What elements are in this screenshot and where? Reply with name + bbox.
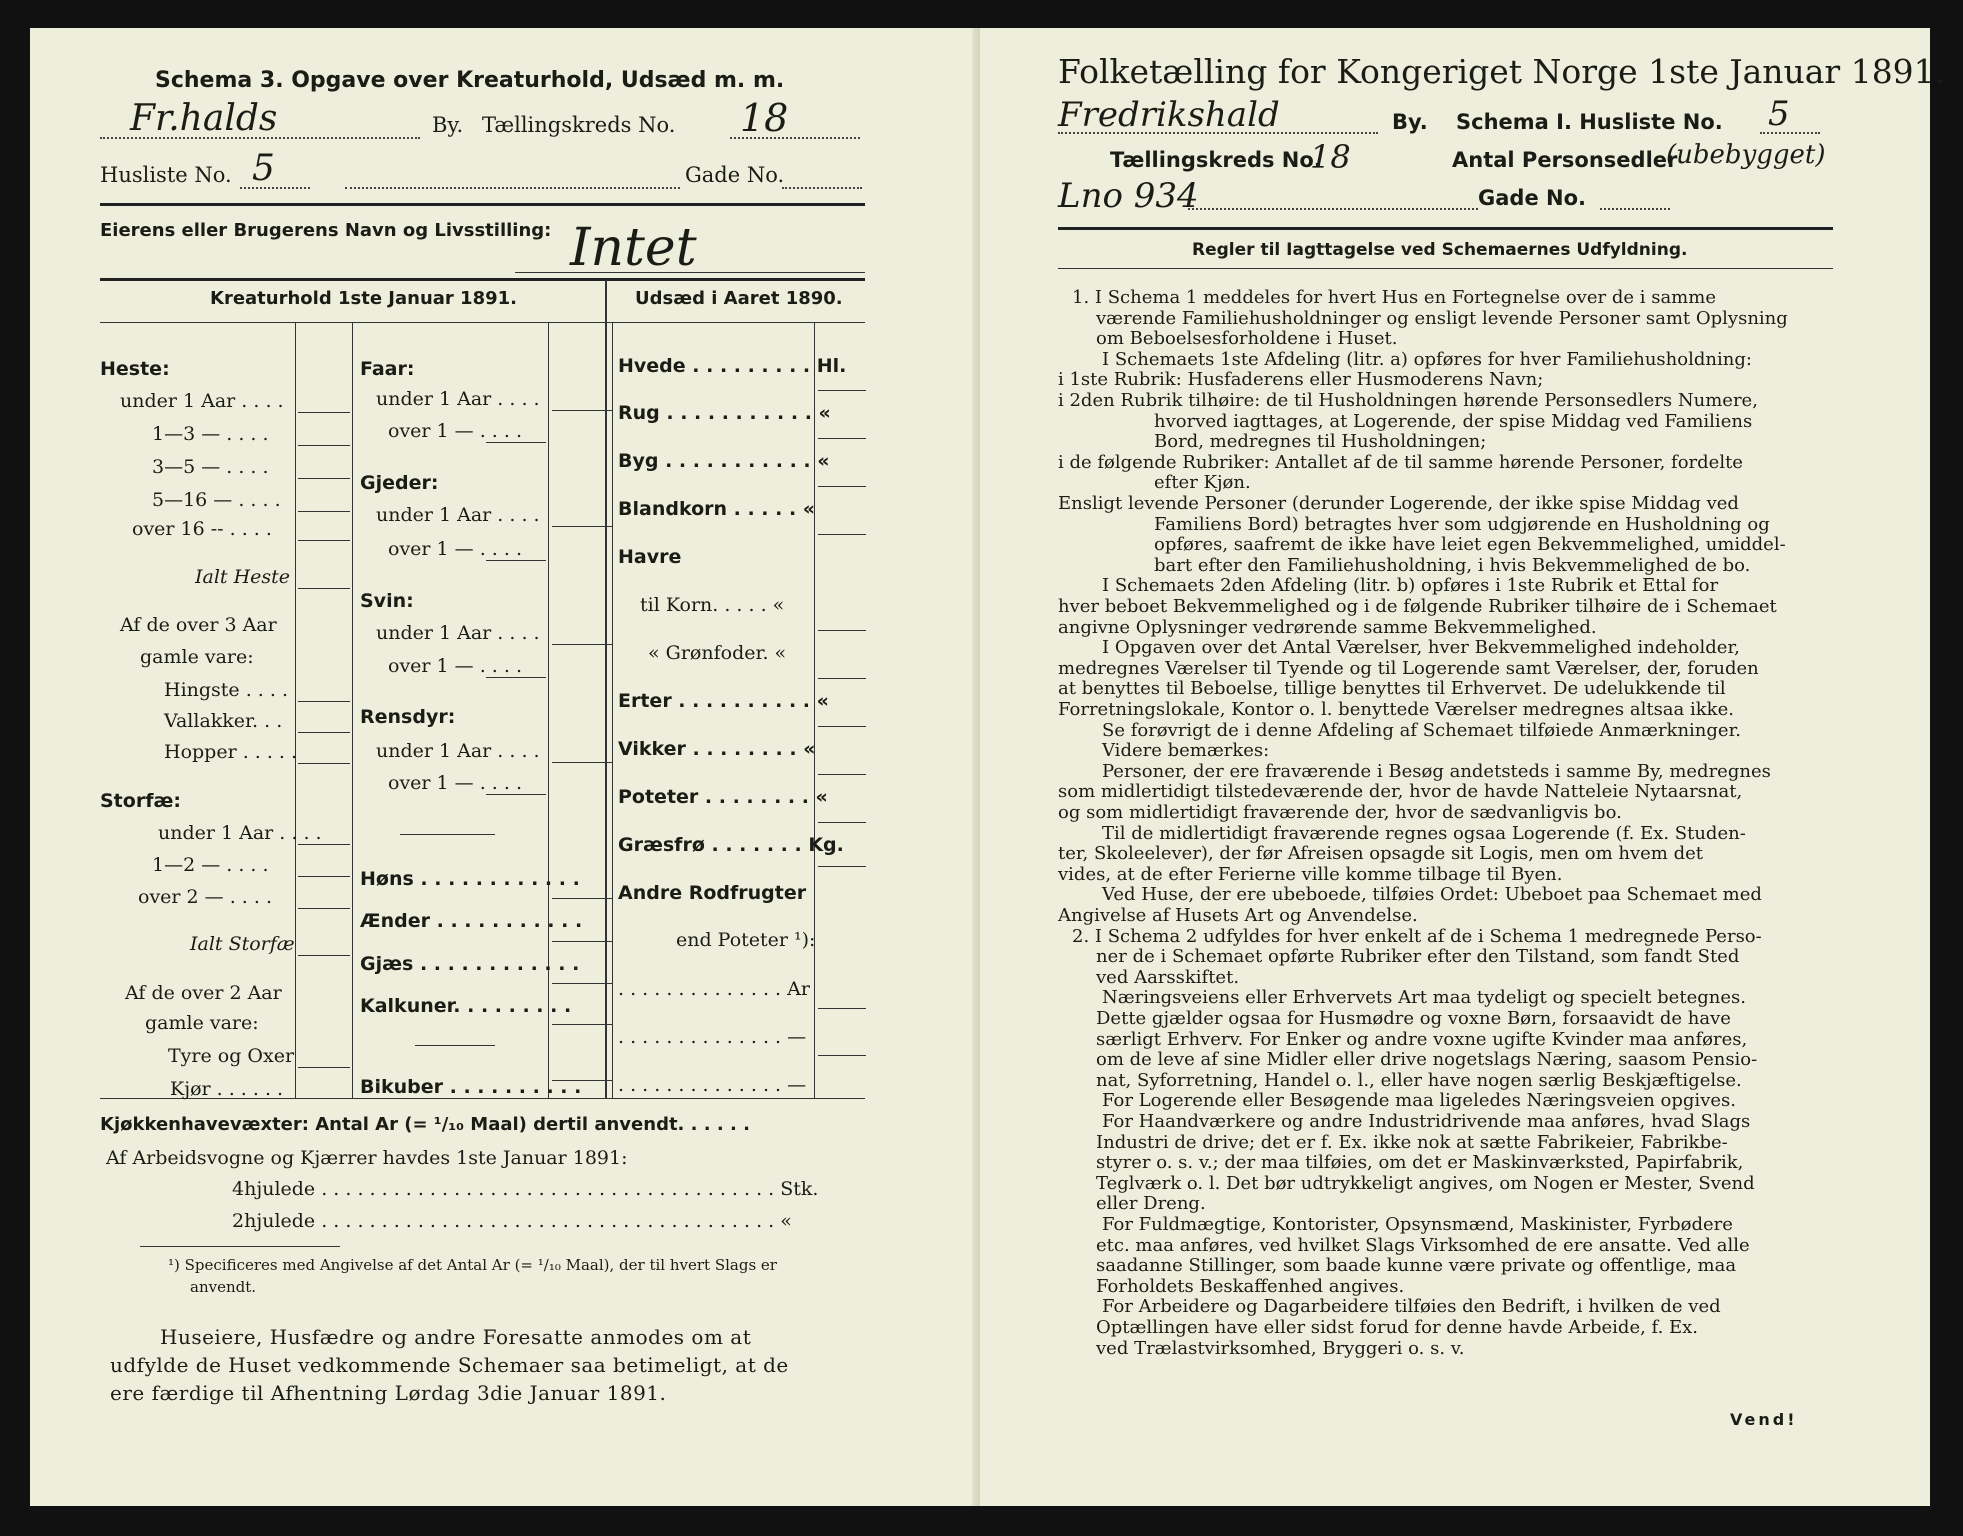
ans-line	[818, 486, 866, 487]
rule-line: vides, at de efter Ferierne ville komme tilbage til Byen.	[1058, 863, 1563, 885]
aender: Ænder . . . . . . . . . . .	[360, 910, 583, 932]
udsaed-header: Udsæd i Aaret 1890.	[635, 288, 843, 309]
rule-line: Forholdets Beskaffenhed angives.	[1096, 1275, 1405, 1297]
rule-line: saadanne Stillinger, som baade kunne være private og offentlige, maa	[1096, 1255, 1737, 1277]
col3-left-divider	[612, 323, 613, 1098]
rules-text	[1058, 288, 1833, 1418]
ans-line	[818, 822, 866, 823]
rule-line: nat, Syforretning, Handel o. l., eller have nogen særlig Beskjæftigelse.	[1096, 1069, 1742, 1091]
eier-label: Eierens eller Brugerens Navn og Livsstilling:	[100, 220, 552, 241]
rule-line: Angivelse af Husets Art og Anvendelse.	[1058, 905, 1418, 926]
rule-line: Ensligt levende Personer (derunder Logerende, der ikke spise Middag ved	[1058, 493, 1739, 514]
closing-line-1: Huseiere, Husfædre og andre Foresatte anmodes om at	[160, 1325, 752, 1349]
rule-header	[100, 322, 865, 323]
rules-title: Regler til Iagttagelse ved Schemaernes Udfyldning.	[1192, 240, 1688, 260]
rule-line: I Opgaven over det Antal Værelser, hver Bekvemmelighed indeholder,	[1102, 637, 1740, 659]
ans-line	[818, 390, 866, 391]
lno-handwritten: Lno 934	[1058, 176, 1199, 216]
heste-row-5: over 16 -- . . . .	[132, 518, 272, 540]
faar-row-1: under 1 Aar . . . .	[376, 388, 540, 410]
ans-line	[298, 540, 350, 541]
tyre-og-oxer: Tyre og Oxer	[168, 1045, 295, 1067]
havre: Havre	[618, 546, 682, 568]
ans-line	[298, 445, 350, 446]
rule-line: Personer, der ere fraværende i Besøg andetsteds i samme By, medregnes	[1102, 760, 1771, 782]
gjeder-label: Gjeder:	[360, 472, 439, 494]
ans-line	[486, 794, 546, 795]
right-taellingskreds-no: 18	[1310, 138, 1351, 176]
storfae-label: Storfæ:	[100, 790, 181, 812]
til-korn: til Korn. . . . . «	[640, 594, 785, 616]
andre-rodfrugter: Andre Rodfrugter	[618, 882, 807, 904]
heste-row-4: 5—16 — . . . .	[152, 489, 281, 511]
kjokkenhave: Kjøkkenhavevæxter: Antal Ar (= ¹/₁₀ Maal) dertil anvendt. . . . . .	[100, 1114, 750, 1135]
rule-line: Videre bemærkes:	[1102, 740, 1270, 762]
rule-line: For Haandværkere og andre Industridrivende maa anføres, hvad Slags	[1102, 1111, 1751, 1132]
left-title: Schema 3. Opgave over Kreaturhold, Udsæd m. m.	[155, 68, 785, 93]
ans-line	[486, 560, 546, 561]
rule-line: Ved Huse, der ere ubeboede, tilføies Ordet: Ubeboet paa Schemaet med	[1102, 884, 1762, 906]
ans-line	[298, 701, 350, 702]
closing-line-3: ere færdige til Afhentning Lørdag 3die Januar 1891.	[110, 1381, 667, 1405]
rule-top	[100, 203, 865, 206]
col1-divider	[295, 323, 296, 1098]
eier-value: Intet	[570, 218, 697, 278]
dash-row-2: . . . . . . . . . . . . . . —	[618, 1074, 807, 1096]
rule-line: opføres, saafremt de ikke have leiet egen Bekvemmelighed, umiddel-	[1154, 534, 1786, 556]
heste-label: Heste:	[100, 358, 170, 380]
blandkorn: Blandkorn . . . . . «	[618, 498, 816, 520]
gade-label: Gade No.	[685, 163, 785, 187]
rule-line: Til de midlertidigt fraværende regnes ogsaa Logerende (f. Ex. Studen-	[1102, 822, 1746, 844]
ans-line	[818, 774, 866, 775]
rug: Rug . . . . . . . . . . . «	[618, 402, 831, 424]
hons: Høns . . . . . . . . . . . .	[360, 868, 580, 890]
separator	[400, 834, 495, 835]
lno-dotline	[1188, 208, 1478, 210]
right-title: Folketælling for Kongeriget Norge 1ste Januar 1891.	[1058, 52, 1946, 91]
rule-line: 2. I Schema 2 udfyldes for hver enkelt af de i Schema 1 medregnede Perso-	[1072, 925, 1762, 947]
husliste-dotline	[240, 187, 310, 189]
rule-line: Forretningslokale, Kontor o. l. benyttede Værelser medregnes altsaa ikke.	[1058, 699, 1734, 720]
rule-line: ved Trælastvirksomhed, Bryggeri o. s. v.	[1096, 1337, 1465, 1359]
svin-label: Svin:	[360, 590, 414, 612]
svin-row-2: over 1 — . . . .	[388, 655, 522, 677]
af-over-2: Af de over 2 Aar	[125, 982, 282, 1004]
ans-line	[298, 876, 350, 877]
right-by-label: By.	[1392, 110, 1428, 134]
heste-row-3: 3—5 — . . . .	[152, 456, 269, 478]
rule-line: Industri de drive; det er f. Ex. ikke nok at sætte Fabrikeier, Fabrikbe-	[1096, 1131, 1728, 1153]
taellingskreds-dotline	[730, 137, 860, 139]
ans-line	[818, 438, 866, 439]
poteter: Poteter . . . . . . . . «	[618, 786, 828, 808]
ans-line	[818, 534, 866, 535]
rule-line: om Beboelsesforholdene i Huset.	[1096, 328, 1398, 350]
right-husliste-no: 5	[1768, 94, 1790, 134]
rule-line: efter Kjøn.	[1154, 472, 1251, 494]
rule-line: bart efter den Familiehusholdning, i hvis Bekvemmelighed de bo.	[1154, 554, 1751, 576]
gade-dotline	[345, 187, 680, 189]
rule-line: i 1ste Rubrik: Husfaderens eller Husmoderens Navn;	[1058, 369, 1544, 391]
taellingskreds-label: Tællingskreds No.	[482, 113, 676, 137]
to-hjulede: 2hjulede . . . . . . . . . . . . . . . . . . . . . . . . . . . . . . . . . . . . . . «	[232, 1210, 792, 1232]
ans-line	[818, 678, 866, 679]
byg: Byg . . . . . . . . . . . «	[618, 450, 830, 472]
rule-line: som midlertidigt tilstedeværende der, hvor de havde Natteleie Nytaarsnat,	[1058, 781, 1743, 803]
ans-line	[552, 644, 612, 645]
rule-line: at benyttes til Beboelse, tillige benyttes til Erhvervet. De udelukkende til	[1058, 678, 1726, 700]
rule-mid	[100, 278, 865, 281]
rule-line: ner de i Schemaet opførte Rubriker efter den Tilstand, som fandt Sted	[1096, 946, 1740, 968]
gjeder-row-2: over 1 — . . . .	[388, 538, 522, 560]
ans-line	[298, 732, 350, 733]
ans-line	[818, 630, 866, 631]
ans-line	[552, 1024, 612, 1025]
storfae-row-2: 1—2 — . . . .	[152, 854, 269, 876]
arbeidsvogne: Af Arbeidsvogne og Kjærrer havdes 1ste Januar 1891:	[106, 1147, 628, 1169]
rule-line: I Schemaets 1ste Afdeling (litr. a) opføres for hver Familiehusholdning:	[1102, 348, 1752, 370]
ans-line	[552, 526, 612, 527]
separator	[415, 1045, 495, 1046]
ans-line	[552, 1080, 612, 1081]
storfae-row-3: over 2 — . . . .	[138, 886, 272, 908]
ans-line	[552, 762, 612, 763]
ans-line	[298, 478, 350, 479]
ans-line	[298, 908, 350, 909]
by-handwritten: Fr.halds	[130, 98, 278, 139]
ans-line	[552, 898, 612, 899]
divider-udsaed	[605, 280, 607, 1098]
rule-line: angivne Oplysninger vedrørende samme Bekvemmelighed.	[1058, 616, 1597, 638]
ans-line	[552, 983, 612, 984]
hvede: Hvede . . . . . . . . . Hl.	[618, 355, 847, 377]
rule-line: og som midlertidigt fraværende der, hvor de sædvanligvis bo.	[1058, 802, 1622, 823]
bikuber: Bikuber . . . . . . . . . .	[360, 1076, 582, 1098]
right-by-dotline	[1058, 132, 1378, 134]
hingste: Hingste . . . .	[164, 679, 288, 701]
kalkuner: Kalkuner. . . . . . . . .	[360, 995, 572, 1017]
ans-line	[552, 941, 612, 942]
rule-line: For Fuldmægtige, Kontorister, Opsynsmænd, Maskinister, Fyrbødere	[1102, 1214, 1733, 1235]
kreatur-header: Kreaturhold 1ste Januar 1891.	[210, 288, 517, 309]
col1-right-divider	[352, 323, 353, 1098]
footnote-line-1: ¹) Specificeres med Angivelse af det Antal Ar (= ¹/₁₀ Maal), der til hvert Slags er	[168, 1256, 777, 1274]
dash-row-1: . . . . . . . . . . . . . . —	[618, 1026, 807, 1048]
rule-line: om de leve af sine Midler eller drive nogetslags Næring, saasom Pensio-	[1096, 1049, 1758, 1071]
schema-label: Schema I. Husliste No.	[1456, 110, 1723, 134]
ans-line	[818, 1055, 866, 1056]
ans-line	[486, 442, 546, 443]
faar-row-2: over 1 — . . . .	[388, 420, 522, 442]
rensdyr-label: Rensdyr:	[360, 706, 456, 728]
footnote-rule	[140, 1246, 340, 1247]
gjeder-row-1: under 1 Aar . . . .	[376, 504, 540, 526]
erter: Erter . . . . . . . . . . «	[618, 690, 829, 712]
taellingskreds-no: 18	[740, 96, 789, 140]
rule-line: i de følgende Rubriker: Antallet af de til samme hørende Personer, fordelte	[1058, 451, 1743, 473]
right-gade-label: Gade No.	[1478, 186, 1586, 210]
fire-hjulede: 4hjulede . . . . . . . . . . . . . . . . . . . . . . . . . . . . . . . . . . . . . . Stk.	[232, 1178, 819, 1200]
left-page	[30, 28, 980, 1506]
rule-line: etc. maa anføres, ved hvilket Slags Virksomhed de ere ansatte. Ved alle	[1096, 1234, 1750, 1256]
ar-row: . . . . . . . . . . . . . . Ar	[618, 978, 810, 1000]
ans-line	[298, 955, 350, 956]
eier-line	[515, 272, 865, 273]
ans-line	[552, 410, 612, 411]
end-poteter: end Poteter ¹):	[676, 929, 816, 951]
rule-line: medregnes Værelser til Tyende og til Logerende samt Værelser, der, foruden	[1058, 657, 1759, 679]
right-taellingskreds-label: Tællingskreds No.	[1110, 148, 1322, 172]
rule-line: For Arbeidere og Dagarbeidere tilføies den Bedrift, i hvilken de ved	[1102, 1296, 1721, 1318]
gjaes: Gjæs . . . . . . . . . . . .	[360, 953, 580, 975]
right-by-handwritten: Fredrikshald	[1058, 95, 1280, 135]
ans-line	[298, 412, 350, 413]
heste-row-1: under 1 Aar . . . .	[120, 390, 284, 412]
rule-line: særligt Erhverv. For Enker og andre voxne ugifte Kvinder maa anføres,	[1096, 1028, 1748, 1050]
vikker: Vikker . . . . . . . . «	[618, 738, 816, 760]
rule-line: hver beboet Bekvemmelighed og i de følgende Rubriker tilhøire de i Schemaet	[1058, 596, 1777, 617]
rule-line: Dette gjælder ogsaa for Husmødre og voxne Børn, forsaavidt de have	[1096, 1008, 1731, 1029]
husliste-no: 5	[252, 148, 275, 189]
rule-line: 1. I Schema 1 meddeles for hvert Hus en Fortegnelse over de i samme	[1072, 287, 1716, 308]
ans-line	[818, 866, 866, 867]
af-over-3: Af de over 3 Aar	[120, 614, 277, 636]
rule-line: i 2den Rubrik tilhøire: de til Husholdningen hørende Personsedlers Numere,	[1058, 390, 1758, 411]
storfae-row-1: under 1 Aar . . . .	[158, 822, 322, 844]
ialt-heste: Ialt Heste	[195, 566, 291, 588]
rule-line: Næringsveiens eller Erhvervets Art maa tydeligt og specielt betegnes.	[1102, 987, 1746, 1009]
rensdyr-row-2: over 1 — . . . .	[388, 772, 522, 794]
footnote-line-2: anvendt.	[190, 1278, 257, 1296]
rule-line: Bord, medregnes til Husholdningen;	[1154, 431, 1487, 453]
right-gade-dotline	[1600, 208, 1670, 210]
col2-divider	[548, 323, 549, 1098]
vallakker: Vallakker. . .	[164, 710, 283, 732]
graesfro: Græsfrø . . . . . . . Kg.	[618, 834, 844, 856]
hopper: Hopper . . . . .	[164, 741, 298, 763]
ans-line	[298, 1098, 350, 1099]
kjor: Kjør . . . . . .	[170, 1078, 284, 1100]
rule-line: Teglværk o. l. Det bør udtrykkeligt angives, om Nogen er Mester, Svend	[1096, 1172, 1755, 1194]
ans-line	[818, 1008, 866, 1009]
rule-line: ter, Skoleelever), der før Afreisen opsagde sit Logis, men om hvem det	[1058, 843, 1704, 865]
ans-line	[298, 511, 350, 512]
rule-line: værende Familiehusholdninger og ensligt levende Personer samt Oplysning	[1096, 307, 1788, 329]
rule-line: styrer o. s. v.; der maa tilføies, om det er Maskinværksted, Papirfabrik,	[1096, 1152, 1744, 1174]
husliste-label: Husliste No.	[100, 163, 232, 187]
closing-line-2: udfylde de Huset vedkommende Schemaer saa betimeligt, at de	[110, 1353, 789, 1377]
svin-row-1: under 1 Aar . . . .	[376, 622, 540, 644]
rule-line: Optællingen have eller sidst forud for denne havde Arbeide, f. Ex.	[1096, 1317, 1699, 1338]
rule-line: Se forøvrigt de i denne Afdeling af Schemaet tilføiede Anmærkninger.	[1102, 719, 1741, 741]
right-rule-under-title	[1058, 268, 1833, 269]
ans-line	[298, 844, 350, 845]
faar-label: Faar:	[360, 358, 415, 380]
right-rule-top	[1058, 227, 1833, 230]
ialt-storfae: Ialt Storfæ	[190, 933, 295, 955]
rule-line: hvorved iagttages, at Logerende, der spise Middag ved Familiens	[1154, 410, 1753, 432]
right-husliste-dotline	[1760, 132, 1820, 134]
antal-value: (ubebygget)	[1666, 140, 1826, 170]
rensdyr-row-1: under 1 Aar . . . .	[376, 740, 540, 762]
gronfoder: « Grønfoder. «	[648, 642, 787, 664]
gamle-vare: gamle vare:	[140, 646, 254, 668]
ans-line	[298, 588, 350, 589]
rule-line: For Logerende eller Besøgende maa ligeledes Næringsveien opgives.	[1102, 1090, 1736, 1112]
vend-label: Vend!	[1730, 1410, 1798, 1429]
gade-no-dotline	[782, 187, 862, 189]
ans-line	[298, 763, 350, 764]
ans-line	[818, 726, 866, 727]
rule-line: Familiens Bord) betragtes hver som udgjørende en Husholdning og	[1154, 513, 1770, 535]
rule-line: eller Dreng.	[1096, 1193, 1206, 1215]
by-dotline	[100, 137, 420, 139]
ans-line	[486, 677, 546, 678]
gamle-vare-2: gamle vare:	[145, 1012, 259, 1034]
rule-line: ved Aarsskiftet.	[1096, 966, 1240, 988]
by-label: By.	[432, 113, 464, 137]
rule-line: I Schemaets 2den Afdeling (litr. b) opføres i 1ste Rubrik et Ettal for	[1102, 575, 1719, 597]
ans-line	[298, 1067, 350, 1068]
heste-row-2: 1—3 — . . . .	[152, 423, 269, 445]
antal-label: Antal Personsedler	[1452, 148, 1678, 172]
